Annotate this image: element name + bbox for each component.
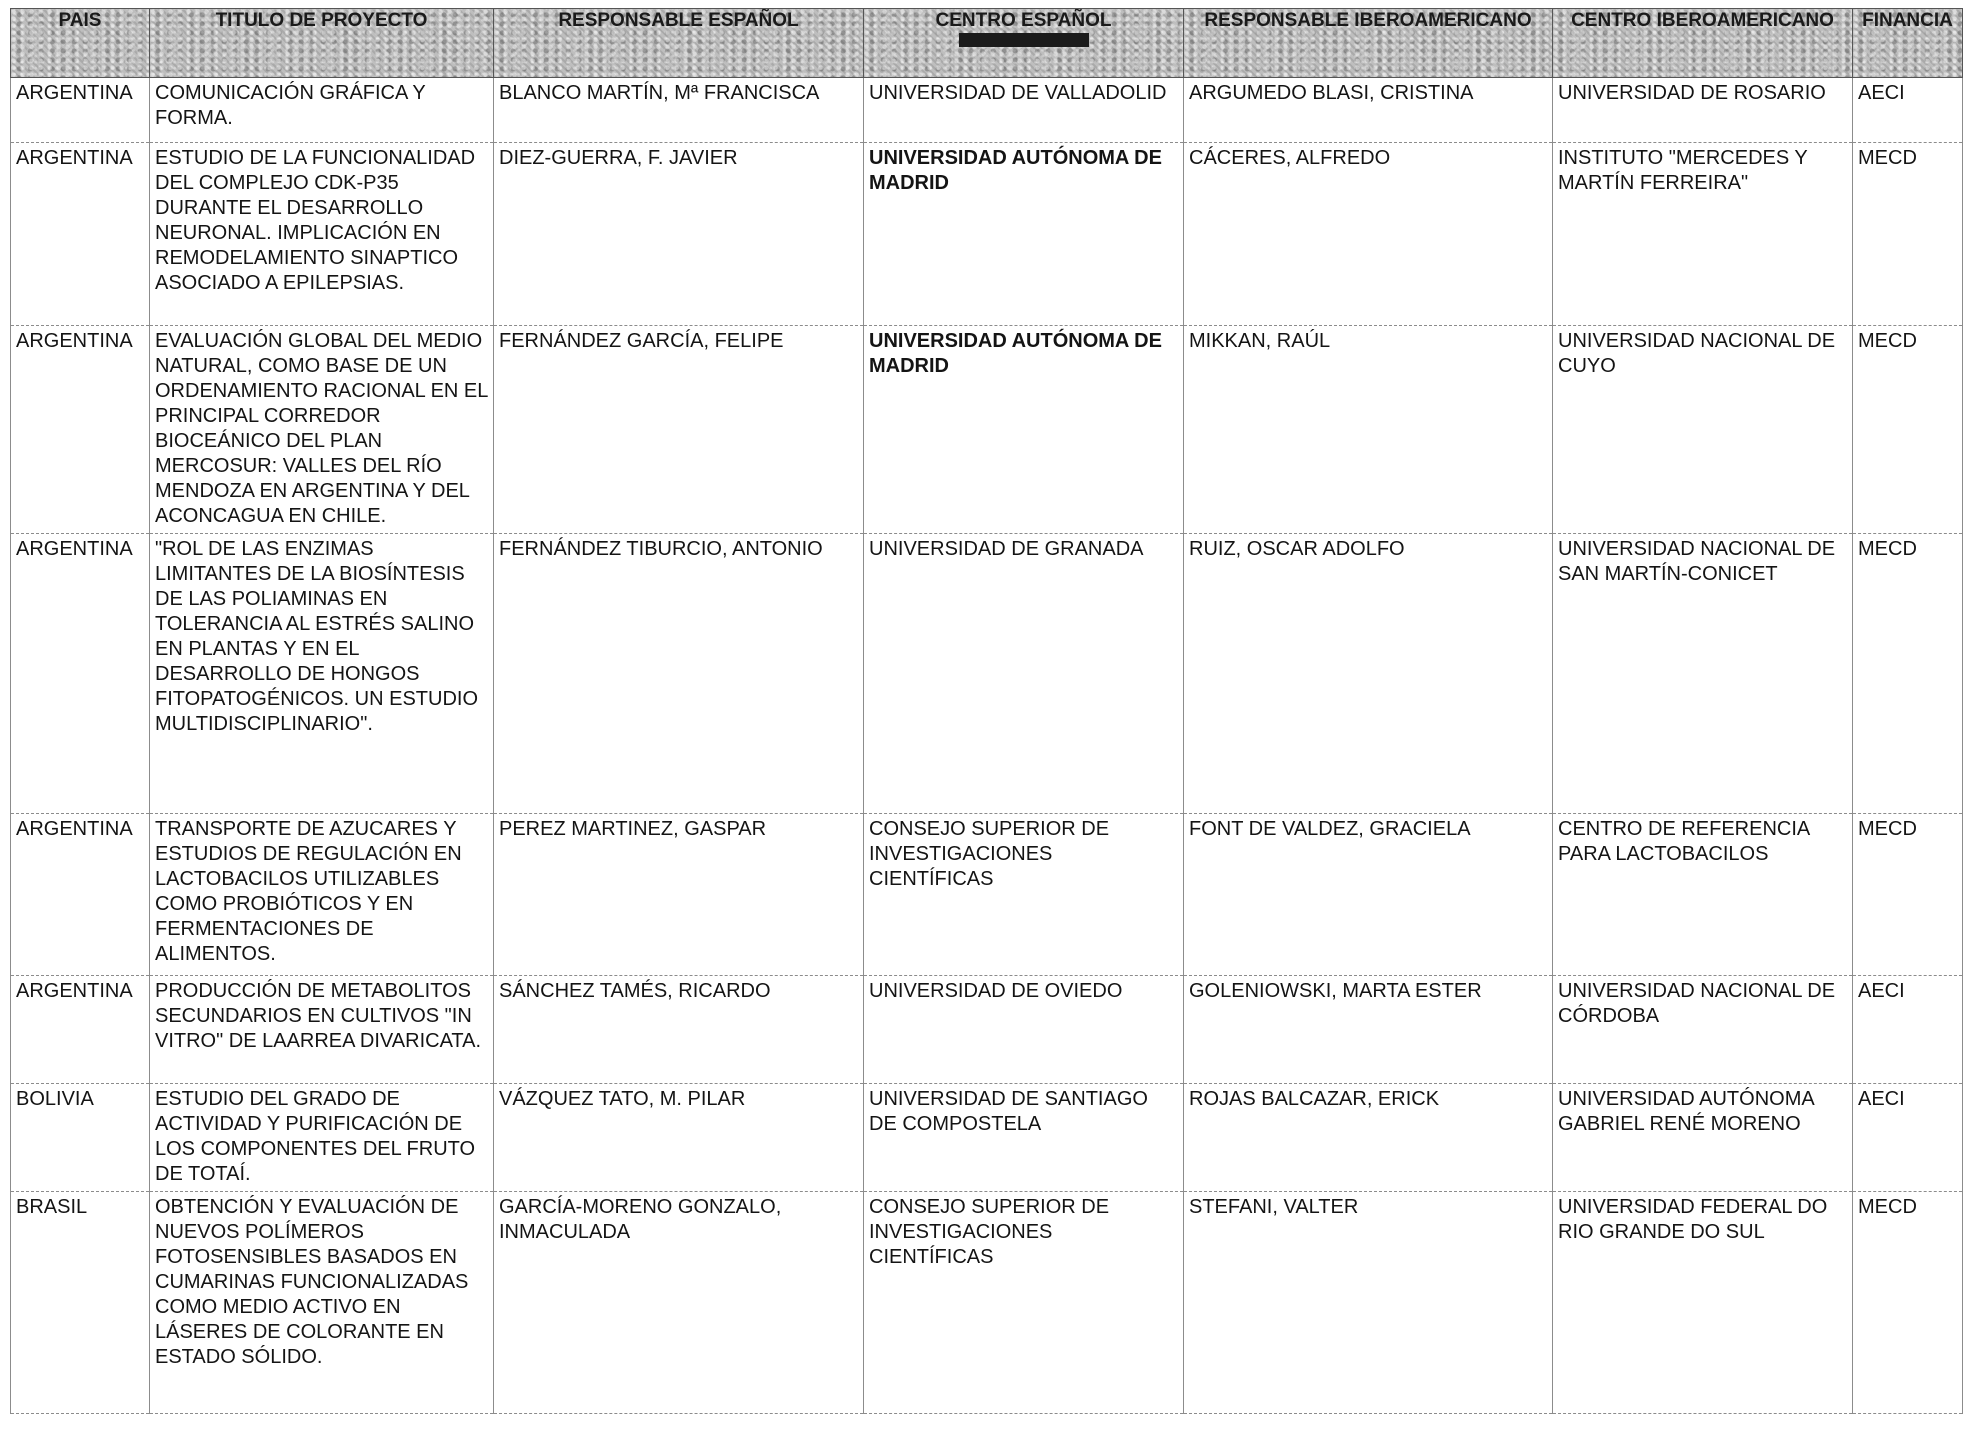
document-page bbox=[10, 8, 1962, 1414]
header-financia: FINANCIA bbox=[1853, 9, 1963, 78]
cell-responsable-espanol: GARCÍA-MORENO GONZALO, INMACULADA bbox=[494, 1192, 864, 1414]
cell-pais: ARGENTINA bbox=[11, 78, 150, 143]
cell-financia: AECI bbox=[1853, 1084, 1963, 1192]
cell-financia: AECI bbox=[1853, 78, 1963, 143]
cell-titulo: ESTUDIO DE LA FUNCIONALIDAD DEL COMPLEJO CDK-P35 DURANTE EL DESARROLLO NEURONAL. IMPLICACIÓN EN REMODELAMIENTO SINAPTICO ASOCIADO A EPILEPSIAS. bbox=[150, 143, 494, 326]
table-row bbox=[11, 1192, 1963, 1414]
cell-responsable-espanol: PEREZ MARTINEZ, GASPAR bbox=[494, 814, 864, 976]
header-pais: PAIS bbox=[11, 9, 150, 78]
cell-centro-iberoamericano: UNIVERSIDAD DE ROSARIO bbox=[1553, 78, 1853, 143]
cell-titulo: "ROL DE LAS ENZIMAS LIMITANTES DE LA BIOSÍNTESIS DE LAS POLIAMINAS EN TOLERANCIA AL ESTRÉS SALINO EN PLANTAS Y EN EL DESARROLLO DE HONGOS FITOPATOGÉNICOS. UN ESTUDIO MULTIDISCIPLINARIO". bbox=[150, 534, 494, 814]
cell-titulo: TRANSPORTE DE AZUCARES Y ESTUDIOS DE REGULACIÓN EN LACTOBACILOS UTILIZABLES COMO PROBIÓTICOS Y EN FERMENTACIONES DE ALIMENTOS. bbox=[150, 814, 494, 976]
table-row bbox=[11, 814, 1963, 976]
cell-titulo: PRODUCCIÓN DE METABOLITOS SECUNDARIOS EN CULTIVOS "IN VITRO" DE LAARREA DIVARICATA. bbox=[150, 976, 494, 1084]
table-row bbox=[11, 534, 1963, 814]
cell-titulo: COMUNICACIÓN GRÁFICA Y FORMA. bbox=[150, 78, 494, 143]
header-responsable-espanol: RESPONSABLE ESPAÑOL bbox=[494, 9, 864, 78]
cell-pais: ARGENTINA bbox=[11, 326, 150, 534]
table-row bbox=[11, 78, 1963, 143]
cell-responsable-espanol: FERNÁNDEZ GARCÍA, FELIPE bbox=[494, 326, 864, 534]
cell-responsable-espanol: DIEZ-GUERRA, F. JAVIER bbox=[494, 143, 864, 326]
projects-table bbox=[10, 8, 1963, 1414]
cell-pais: ARGENTINA bbox=[11, 143, 150, 326]
cell-financia: MECD bbox=[1853, 814, 1963, 976]
cell-centro-iberoamericano: UNIVERSIDAD NACIONAL DE CÓRDOBA bbox=[1553, 976, 1853, 1084]
cell-titulo: ESTUDIO DEL GRADO DE ACTIVIDAD Y PURIFICACIÓN DE LOS COMPONENTES DEL FRUTO DE TOTAÍ. bbox=[150, 1084, 494, 1192]
cell-financia: MECD bbox=[1853, 1192, 1963, 1414]
cell-responsable-espanol: SÁNCHEZ TAMÉS, RICARDO bbox=[494, 976, 864, 1084]
cell-financia: MECD bbox=[1853, 143, 1963, 326]
cell-responsable-iberoamericano: STEFANI, VALTER bbox=[1184, 1192, 1553, 1414]
cell-responsable-iberoamericano: CÁCERES, ALFREDO bbox=[1184, 143, 1553, 326]
cell-titulo: EVALUACIÓN GLOBAL DEL MEDIO NATURAL, COMO BASE DE UN ORDENAMIENTO RACIONAL EN EL PRINCIPAL CORREDOR BIOCEÁNICO DEL PLAN MERCOSUR: VALLES DEL RÍO MENDOZA EN ARGENTINA Y DEL ACONCAGUA EN CHILE. bbox=[150, 326, 494, 534]
cell-pais: BOLIVIA bbox=[11, 1084, 150, 1192]
header-centro-espanol bbox=[864, 9, 1184, 78]
cell-responsable-iberoamericano: ROJAS BALCAZAR, ERICK bbox=[1184, 1084, 1553, 1192]
cell-centro-iberoamericano: UNIVERSIDAD FEDERAL DO RIO GRANDE DO SUL bbox=[1553, 1192, 1853, 1414]
cell-centro-espanol: UNIVERSIDAD AUTÓNOMA DE MADRID bbox=[864, 143, 1184, 326]
cell-centro-espanol: UNIVERSIDAD DE VALLADOLID bbox=[864, 78, 1184, 143]
table-row bbox=[11, 326, 1963, 534]
header-titulo: TITULO DE PROYECTO bbox=[150, 9, 494, 78]
cell-financia: MECD bbox=[1853, 326, 1963, 534]
cell-financia: AECI bbox=[1853, 976, 1963, 1084]
cell-centro-iberoamericano: UNIVERSIDAD AUTÓNOMA GABRIEL RENÉ MORENO bbox=[1553, 1084, 1853, 1192]
table-row bbox=[11, 143, 1963, 326]
cell-pais: BRASIL bbox=[11, 1192, 150, 1414]
table-row bbox=[11, 976, 1963, 1084]
cell-centro-iberoamericano: UNIVERSIDAD NACIONAL DE CUYO bbox=[1553, 326, 1853, 534]
cell-centro-espanol: UNIVERSIDAD DE SANTIAGO DE COMPOSTELA bbox=[864, 1084, 1184, 1192]
header-centro-iberoamericano: CENTRO IBEROAMERICANO bbox=[1553, 9, 1853, 78]
cell-responsable-iberoamericano: FONT DE VALDEZ, GRACIELA bbox=[1184, 814, 1553, 976]
cell-pais: ARGENTINA bbox=[11, 534, 150, 814]
cell-responsable-espanol: VÁZQUEZ TATO, M. PILAR bbox=[494, 1084, 864, 1192]
cell-responsable-iberoamericano: RUIZ, OSCAR ADOLFO bbox=[1184, 534, 1553, 814]
cell-responsable-iberoamericano: ARGUMEDO BLASI, CRISTINA bbox=[1184, 78, 1553, 143]
cell-titulo: OBTENCIÓN Y EVALUACIÓN DE NUEVOS POLÍMEROS FOTOSENSIBLES BASADOS EN CUMARINAS FUNCIONALIZADAS COMO MEDIO ACTIVO EN LÁSERES DE COLORANTE EN ESTADO SÓLIDO. bbox=[150, 1192, 494, 1414]
cell-responsable-iberoamericano: MIKKAN, RAÚL bbox=[1184, 326, 1553, 534]
cell-centro-espanol: CONSEJO SUPERIOR DE INVESTIGACIONES CIENTÍFICAS bbox=[864, 814, 1184, 976]
cell-centro-iberoamericano: INSTITUTO "MERCEDES Y MARTÍN FERREIRA" bbox=[1553, 143, 1853, 326]
cell-centro-iberoamericano: CENTRO DE REFERENCIA PARA LACTOBACILOS bbox=[1553, 814, 1853, 976]
cell-centro-espanol: UNIVERSIDAD AUTÓNOMA DE MADRID bbox=[864, 326, 1184, 534]
table-header-row bbox=[11, 9, 1963, 78]
cell-centro-espanol: CONSEJO SUPERIOR DE INVESTIGACIONES CIENTÍFICAS bbox=[864, 1192, 1184, 1414]
table-row bbox=[11, 1084, 1963, 1192]
header-centro-espanol-label: CENTRO ESPAÑOL bbox=[935, 10, 1112, 31]
cell-responsable-iberoamericano: GOLENIOWSKI, MARTA ESTER bbox=[1184, 976, 1553, 1084]
cell-pais: ARGENTINA bbox=[11, 814, 150, 976]
redaction-mark bbox=[959, 33, 1089, 47]
cell-financia: MECD bbox=[1853, 534, 1963, 814]
cell-responsable-espanol: BLANCO MARTÍN, Mª FRANCISCA bbox=[494, 78, 864, 143]
header-responsable-iberoamericano: RESPONSABLE IBEROAMERICANO bbox=[1184, 9, 1553, 78]
cell-centro-iberoamericano: UNIVERSIDAD NACIONAL DE SAN MARTÍN-CONICET bbox=[1553, 534, 1853, 814]
cell-responsable-espanol: FERNÁNDEZ TIBURCIO, ANTONIO bbox=[494, 534, 864, 814]
cell-centro-espanol: UNIVERSIDAD DE GRANADA bbox=[864, 534, 1184, 814]
cell-centro-espanol: UNIVERSIDAD DE OVIEDO bbox=[864, 976, 1184, 1084]
cell-pais: ARGENTINA bbox=[11, 976, 150, 1084]
